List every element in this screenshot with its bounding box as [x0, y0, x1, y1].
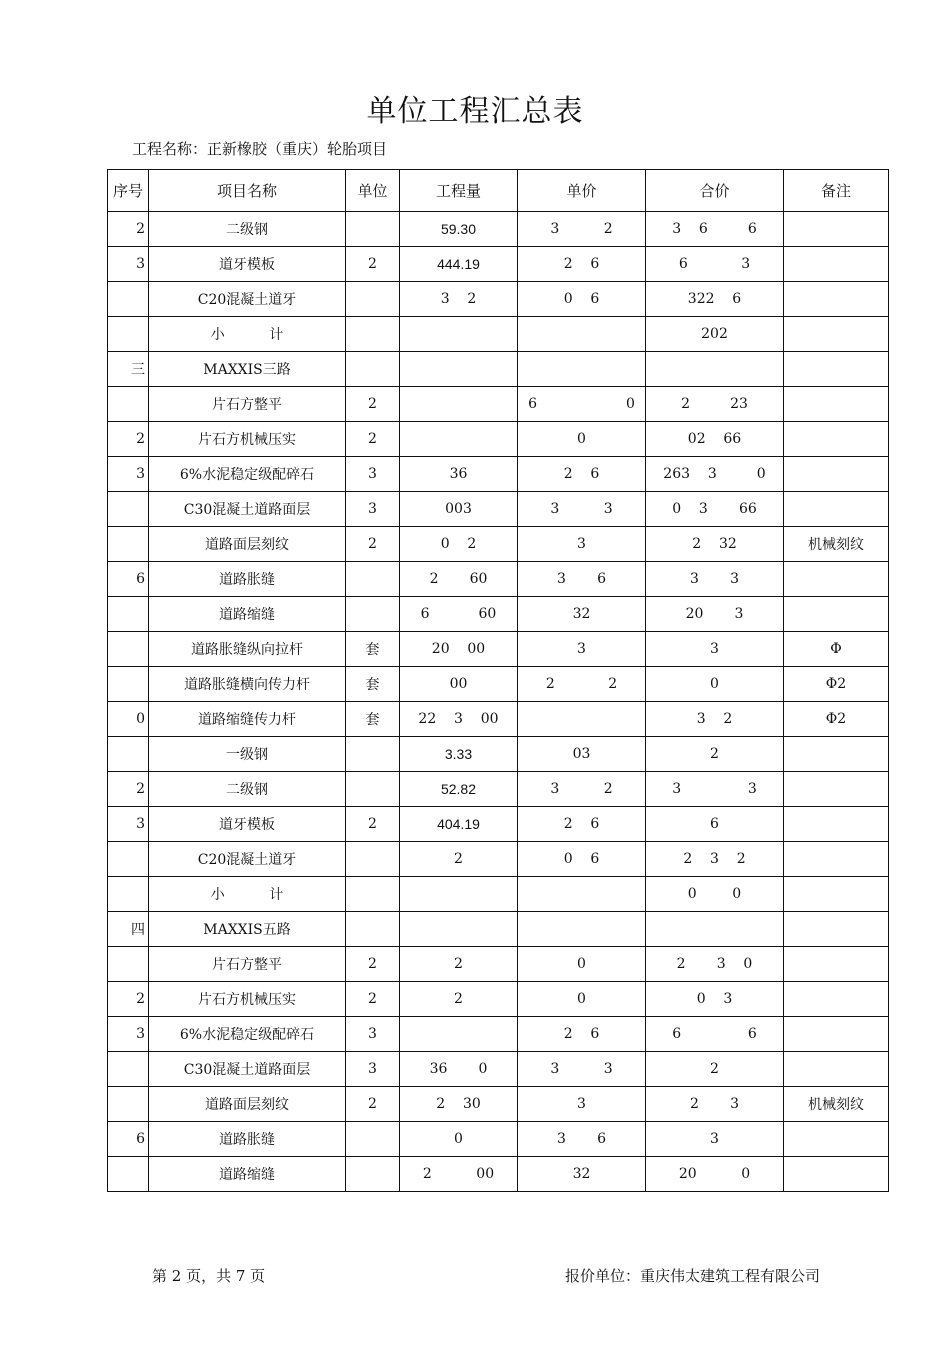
unit-cell — [346, 737, 400, 772]
total-price-cell: 0 3 — [646, 982, 784, 1017]
quantity-cell: 0 2 — [400, 527, 518, 562]
remark-cell — [784, 737, 889, 772]
unit-cell: 套 — [346, 702, 400, 737]
seq-cell: 2 — [108, 422, 149, 457]
header-unit-cell: 单位 — [346, 170, 400, 212]
seq-cell — [108, 597, 149, 632]
total-price-cell: 2 — [646, 737, 784, 772]
quantity-cell: 2 — [400, 842, 518, 877]
table-row — [108, 982, 889, 1017]
unit-price-cell: 3 3 — [518, 492, 646, 527]
unit-cell: 套 — [346, 632, 400, 667]
seq-cell: 3 — [108, 247, 149, 282]
total-price-cell: 20 3 — [646, 597, 784, 632]
item-name-cell: 道路缩缝 — [149, 597, 346, 632]
quantity-cell: 2 — [400, 947, 518, 982]
quantity-cell — [400, 387, 518, 422]
total-price-cell: 0 — [646, 667, 784, 702]
seq-cell — [108, 667, 149, 702]
remark-cell — [784, 1052, 889, 1087]
item-name-cell: C20混凝土道牙 — [149, 282, 346, 317]
table-row — [108, 1122, 889, 1157]
unit-cell — [346, 912, 400, 947]
unit-price-cell: 3 6 — [518, 562, 646, 597]
total-price-cell: 6 3 — [646, 247, 784, 282]
quantity-cell: 2 — [400, 982, 518, 1017]
unit-cell: 套 — [346, 667, 400, 702]
table-row — [108, 247, 889, 282]
item-name-cell: 道牙模板 — [149, 807, 346, 842]
remark-cell — [784, 422, 889, 457]
unit-price-cell: 3 — [518, 527, 646, 562]
unit-price-cell: 32 — [518, 597, 646, 632]
seq-cell — [108, 492, 149, 527]
table-row — [108, 947, 889, 982]
item-name-cell: 道牙模板 — [149, 247, 346, 282]
remark-cell — [784, 772, 889, 807]
quantity-cell: 22 3 00 — [400, 702, 518, 737]
unit-price-cell: 3 — [518, 1087, 646, 1122]
seq-cell: 2 — [108, 982, 149, 1017]
item-name-cell: C30混凝土道路面层 — [149, 1052, 346, 1087]
total-price-cell: 6 6 — [646, 1017, 784, 1052]
seq-cell — [108, 1052, 149, 1087]
unit-price-cell: 0 — [518, 947, 646, 982]
remark-cell — [784, 562, 889, 597]
seq-cell — [108, 1157, 149, 1192]
item-name-cell: 小 计 — [149, 317, 346, 352]
quantity-cell: 6 60 — [400, 597, 518, 632]
total-price-cell: 202 — [646, 317, 784, 352]
project-name: 工程名称：正新橡胶（重庆）轮胎项目 — [132, 140, 388, 158]
unit-cell: 2 — [346, 247, 400, 282]
seq-cell: 2 — [108, 772, 149, 807]
item-name-cell: 片石方整平 — [149, 387, 346, 422]
unit-cell: 2 — [346, 947, 400, 982]
unit-price-cell: 3 — [518, 632, 646, 667]
header-unit-price-cell: 单价 — [518, 170, 646, 212]
quoting-company: 报价单位：重庆伟太建筑工程有限公司 — [565, 1267, 821, 1285]
quantity-cell — [400, 317, 518, 352]
item-name-cell: 道路面层刻纹 — [149, 527, 346, 562]
unit-cell: 2 — [346, 807, 400, 842]
remark-cell: Φ2 — [784, 667, 889, 702]
quantity-cell: 0 — [400, 1122, 518, 1157]
unit-price-cell: 3 3 — [518, 1052, 646, 1087]
remark-cell — [784, 387, 889, 422]
remark-cell: 机械刻纹 — [784, 527, 889, 562]
summary-table — [107, 169, 889, 1192]
remark-cell — [784, 247, 889, 282]
quantity-cell: 36 0 — [400, 1052, 518, 1087]
table-row — [108, 737, 889, 772]
table-row — [108, 597, 889, 632]
remark-cell — [784, 1157, 889, 1192]
item-name-cell: 二级钢 — [149, 772, 346, 807]
total-price-cell: 3 — [646, 1122, 784, 1157]
unit-price-cell: 0 — [518, 982, 646, 1017]
seq-cell — [108, 737, 149, 772]
total-price-cell: 2 32 — [646, 527, 784, 562]
item-name-cell: MAXXIS三路 — [149, 352, 346, 387]
quantity-cell: 36 — [400, 457, 518, 492]
item-name-cell: 一级钢 — [149, 737, 346, 772]
remark-cell — [784, 1122, 889, 1157]
page-number: 第 2 页，共 7 页 — [152, 1267, 266, 1285]
total-price-cell: 3 2 — [646, 702, 784, 737]
unit-cell: 3 — [346, 1052, 400, 1087]
table-row — [108, 457, 889, 492]
unit-cell — [346, 877, 400, 912]
item-name-cell: 二级钢 — [149, 212, 346, 247]
unit-cell — [346, 1122, 400, 1157]
seq-cell: 3 — [108, 457, 149, 492]
seq-cell: 四 — [108, 912, 149, 947]
unit-cell — [346, 562, 400, 597]
unit-price-cell — [518, 912, 646, 947]
item-name-cell: 片石方机械压实 — [149, 422, 346, 457]
header-seq-cell: 序号 — [108, 170, 149, 212]
unit-price-cell: 2 2 — [518, 667, 646, 702]
remark-cell — [784, 352, 889, 387]
table-row — [108, 352, 889, 387]
total-price-cell: 263 3 0 — [646, 457, 784, 492]
item-name-cell: MAXXIS五路 — [149, 912, 346, 947]
remark-cell — [784, 212, 889, 247]
remark-cell — [784, 597, 889, 632]
quantity-cell — [400, 352, 518, 387]
unit-cell — [346, 842, 400, 877]
remark-cell — [784, 317, 889, 352]
unit-cell — [346, 352, 400, 387]
table-row — [108, 877, 889, 912]
table-row — [108, 807, 889, 842]
quantity-cell: 2 00 — [400, 1157, 518, 1192]
unit-price-cell: 2 6 — [518, 247, 646, 282]
seq-cell: 3 — [108, 1017, 149, 1052]
unit-price-cell: 32 — [518, 1157, 646, 1192]
unit-cell: 2 — [346, 527, 400, 562]
total-price-cell — [646, 352, 784, 387]
remark-cell — [784, 842, 889, 877]
item-name-cell: 道路胀缝 — [149, 562, 346, 597]
unit-price-cell: 0 6 — [518, 282, 646, 317]
table-row — [108, 527, 889, 562]
seq-cell — [108, 282, 149, 317]
quantity-cell: 3.33 — [400, 737, 518, 772]
quantity-cell: 003 — [400, 492, 518, 527]
remark-cell — [784, 282, 889, 317]
unit-price-cell: 2 6 — [518, 457, 646, 492]
unit-cell — [346, 317, 400, 352]
item-name-cell: C30混凝土道路面层 — [149, 492, 346, 527]
remark-cell — [784, 982, 889, 1017]
item-name-cell: 小 计 — [149, 877, 346, 912]
unit-price-cell: 2 6 — [518, 1017, 646, 1052]
table-row — [108, 842, 889, 877]
unit-cell — [346, 772, 400, 807]
quantity-cell: 52.82 — [400, 772, 518, 807]
total-price-cell: 3 6 6 — [646, 212, 784, 247]
header-total-price-cell: 合价 — [646, 170, 784, 212]
unit-cell — [346, 212, 400, 247]
unit-price-cell: 3 6 — [518, 1122, 646, 1157]
total-price-cell: 322 6 — [646, 282, 784, 317]
table-row — [108, 212, 889, 247]
header-remark-cell: 备注 — [784, 170, 889, 212]
table-row — [108, 317, 889, 352]
total-price-cell: 2 3 — [646, 1087, 784, 1122]
unit-cell — [346, 1157, 400, 1192]
unit-price-cell: 3 2 — [518, 212, 646, 247]
page-title: 单位工程汇总表 — [366, 94, 584, 129]
unit-cell: 3 — [346, 1017, 400, 1052]
unit-price-cell: 03 — [518, 737, 646, 772]
table-row — [108, 422, 889, 457]
table-row — [108, 667, 889, 702]
table-row — [108, 772, 889, 807]
table-row — [108, 1052, 889, 1087]
seq-cell — [108, 317, 149, 352]
item-name-cell: C20混凝土道牙 — [149, 842, 346, 877]
seq-cell: 2 — [108, 212, 149, 247]
table-row — [108, 492, 889, 527]
remark-cell: Φ — [784, 632, 889, 667]
item-name-cell: 道路胀缝 — [149, 1122, 346, 1157]
total-price-cell: 2 23 — [646, 387, 784, 422]
total-price-cell: 20 0 — [646, 1157, 784, 1192]
remark-cell — [784, 912, 889, 947]
item-name-cell: 6%水泥稳定级配碎石 — [149, 457, 346, 492]
remark-cell: Φ2 — [784, 702, 889, 737]
item-name-cell: 片石方机械压实 — [149, 982, 346, 1017]
quantity-cell — [400, 422, 518, 457]
unit-price-cell: 0 6 — [518, 842, 646, 877]
table-header-row — [108, 170, 889, 212]
quantity-cell: 444.19 — [400, 247, 518, 282]
total-price-cell: 0 3 66 — [646, 492, 784, 527]
item-name-cell: 道路胀缝纵向拉杆 — [149, 632, 346, 667]
header-item-name-cell: 项目名称 — [149, 170, 346, 212]
unit-price-cell: 0 — [518, 422, 646, 457]
seq-cell — [108, 842, 149, 877]
total-price-cell: 2 3 0 — [646, 947, 784, 982]
total-price-cell — [646, 912, 784, 947]
seq-cell — [108, 632, 149, 667]
seq-cell — [108, 527, 149, 562]
table-row — [108, 1157, 889, 1192]
total-price-cell: 02 66 — [646, 422, 784, 457]
unit-cell: 3 — [346, 492, 400, 527]
quantity-cell: 20 00 — [400, 632, 518, 667]
total-price-cell: 3 — [646, 632, 784, 667]
seq-cell: 6 — [108, 1122, 149, 1157]
table-row — [108, 282, 889, 317]
table-row — [108, 1017, 889, 1052]
item-name-cell: 片石方整平 — [149, 947, 346, 982]
unit-price-cell: 3 2 — [518, 772, 646, 807]
remark-cell — [784, 492, 889, 527]
item-name-cell: 6%水泥稳定级配碎石 — [149, 1017, 346, 1052]
quantity-cell: 59.30 — [400, 212, 518, 247]
unit-cell: 2 — [346, 982, 400, 1017]
unit-price-cell — [518, 877, 646, 912]
total-price-cell: 2 3 2 — [646, 842, 784, 877]
table-row — [108, 632, 889, 667]
unit-cell: 2 — [346, 387, 400, 422]
unit-price-cell: 2 6 — [518, 807, 646, 842]
total-price-cell: 2 — [646, 1052, 784, 1087]
seq-cell — [108, 1087, 149, 1122]
unit-price-cell — [518, 702, 646, 737]
unit-cell — [346, 282, 400, 317]
unit-cell: 2 — [346, 422, 400, 457]
table-row — [108, 702, 889, 737]
seq-cell — [108, 387, 149, 422]
seq-cell — [108, 947, 149, 982]
total-price-cell: 6 — [646, 807, 784, 842]
quantity-cell: 2 30 — [400, 1087, 518, 1122]
remark-cell — [784, 807, 889, 842]
seq-cell: 3 — [108, 807, 149, 842]
quantity-cell: 3 2 — [400, 282, 518, 317]
item-name-cell: 道路胀缝横向传力杆 — [149, 667, 346, 702]
seq-cell: 6 — [108, 562, 149, 597]
unit-cell: 2 — [346, 1087, 400, 1122]
seq-cell: 0 — [108, 702, 149, 737]
quantity-cell: 2 60 — [400, 562, 518, 597]
table-row — [108, 1087, 889, 1122]
remark-cell — [784, 877, 889, 912]
item-name-cell: 道路缩缝传力杆 — [149, 702, 346, 737]
total-price-cell: 3 3 — [646, 562, 784, 597]
remark-cell — [784, 1017, 889, 1052]
unit-price-cell — [518, 317, 646, 352]
table-row — [108, 562, 889, 597]
quantity-cell — [400, 1017, 518, 1052]
unit-cell: 3 — [346, 457, 400, 492]
seq-cell — [108, 877, 149, 912]
seq-cell: 三 — [108, 352, 149, 387]
item-name-cell: 道路面层刻纹 — [149, 1087, 346, 1122]
unit-price-cell — [518, 352, 646, 387]
table-row — [108, 387, 889, 422]
total-price-cell: 3 3 — [646, 772, 784, 807]
remark-cell: 机械刻纹 — [784, 1087, 889, 1122]
header-quantity-cell: 工程量 — [400, 170, 518, 212]
quantity-cell: 404.19 — [400, 807, 518, 842]
quantity-cell — [400, 877, 518, 912]
unit-cell — [346, 597, 400, 632]
quantity-cell — [400, 912, 518, 947]
remark-cell — [784, 947, 889, 982]
item-name-cell: 道路缩缝 — [149, 1157, 346, 1192]
total-price-cell: 0 0 — [646, 877, 784, 912]
unit-price-cell: 6 0 — [518, 387, 646, 422]
table-row — [108, 912, 889, 947]
quantity-cell: 00 — [400, 667, 518, 702]
remark-cell — [784, 457, 889, 492]
table-body — [108, 170, 889, 1192]
